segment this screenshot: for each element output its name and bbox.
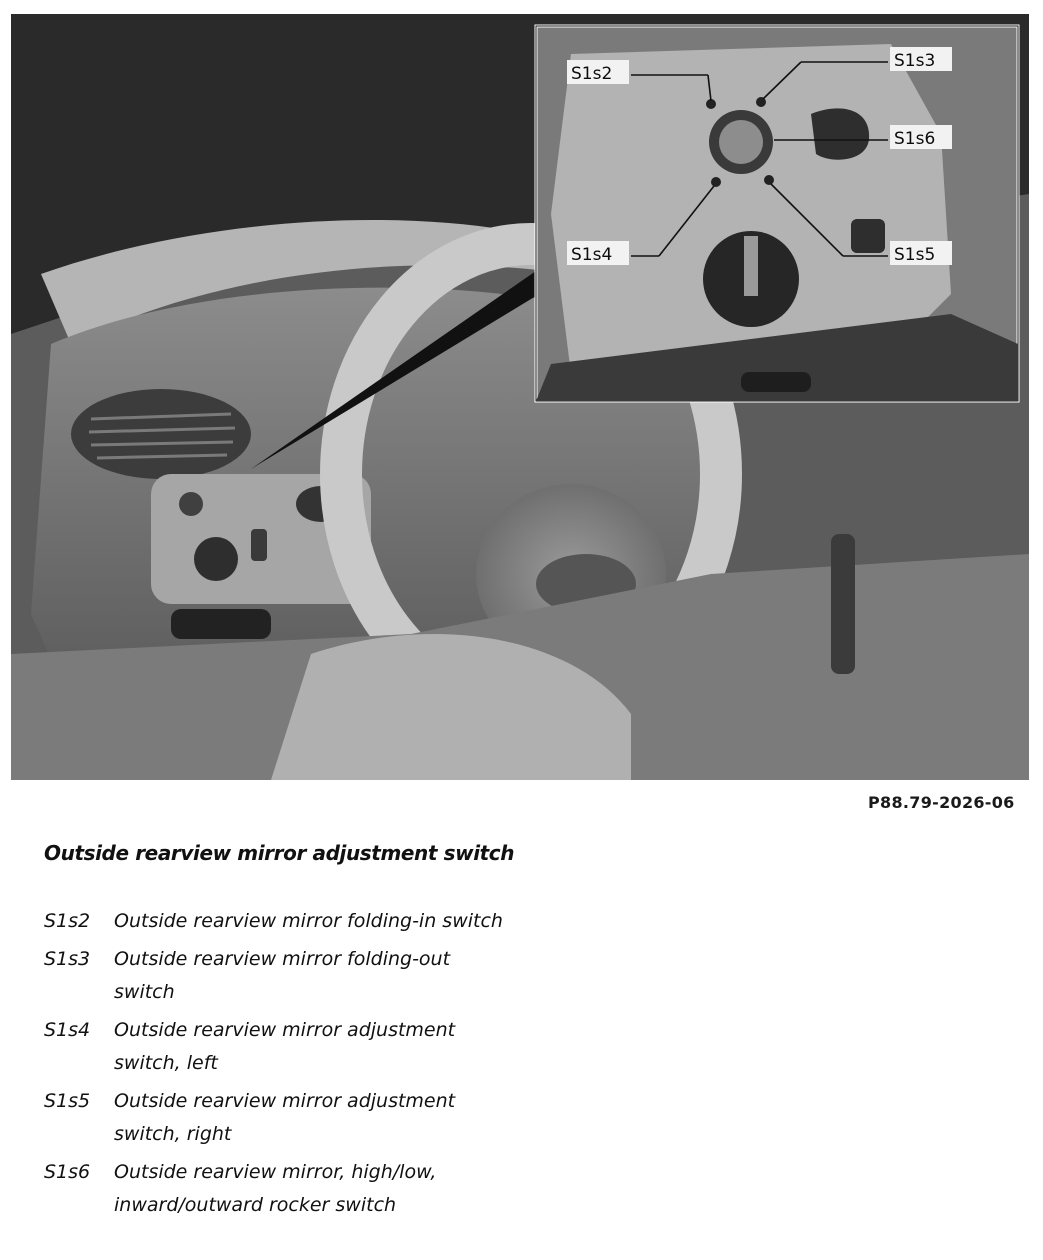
light-switch-knob <box>194 537 238 581</box>
callout-s1s5: S1s5 <box>894 245 936 265</box>
inset-closeup <box>536 26 1018 401</box>
callout-s1s2: S1s2 <box>571 64 613 84</box>
button-s1s4 <box>711 177 721 187</box>
callout-s1s4: S1s4 <box>571 245 613 265</box>
callout-s1s6: S1s6 <box>894 129 936 149</box>
legend-code: S1s2 <box>44 910 91 932</box>
figure-id: P88.79-2026-06 <box>868 793 1015 812</box>
button-s1s5 <box>764 175 774 185</box>
mirror-switch-small <box>179 492 203 516</box>
legend-code: S1s3 <box>44 948 91 970</box>
lever-handle <box>171 609 271 639</box>
legend-item <box>44 1085 524 1151</box>
legend-list <box>44 905 524 1227</box>
callout-s1s3: S1s3 <box>894 51 936 71</box>
legend-code: S1s4 <box>44 1019 91 1041</box>
legend-code: S1s5 <box>44 1090 91 1112</box>
legend-code: S1s6 <box>44 1161 91 1183</box>
legend-item <box>44 905 524 938</box>
dashboard-photo <box>11 14 1029 780</box>
legend-text: Outside rearview mirror adjustment switch, right <box>114 1090 456 1145</box>
legend-text: Outside rearview mirror folding-in switch <box>114 910 503 932</box>
legend-text: Outside rearview mirror adjustment switch, left <box>114 1019 456 1074</box>
gear-shift <box>831 534 855 674</box>
legend-text: Outside rearview mirror folding-out switch <box>114 948 451 1003</box>
air-vent <box>71 389 251 479</box>
legend-item <box>44 1014 524 1080</box>
legend-item <box>44 1156 524 1222</box>
legend-item <box>44 943 524 1009</box>
side-button <box>811 108 869 159</box>
rocker-switch <box>251 529 267 561</box>
caption-title: Outside rearview mirror adjustment switch <box>44 841 515 865</box>
legend-text: Outside rearview mirror, high/low, inward/outward rocker switch <box>114 1161 437 1216</box>
